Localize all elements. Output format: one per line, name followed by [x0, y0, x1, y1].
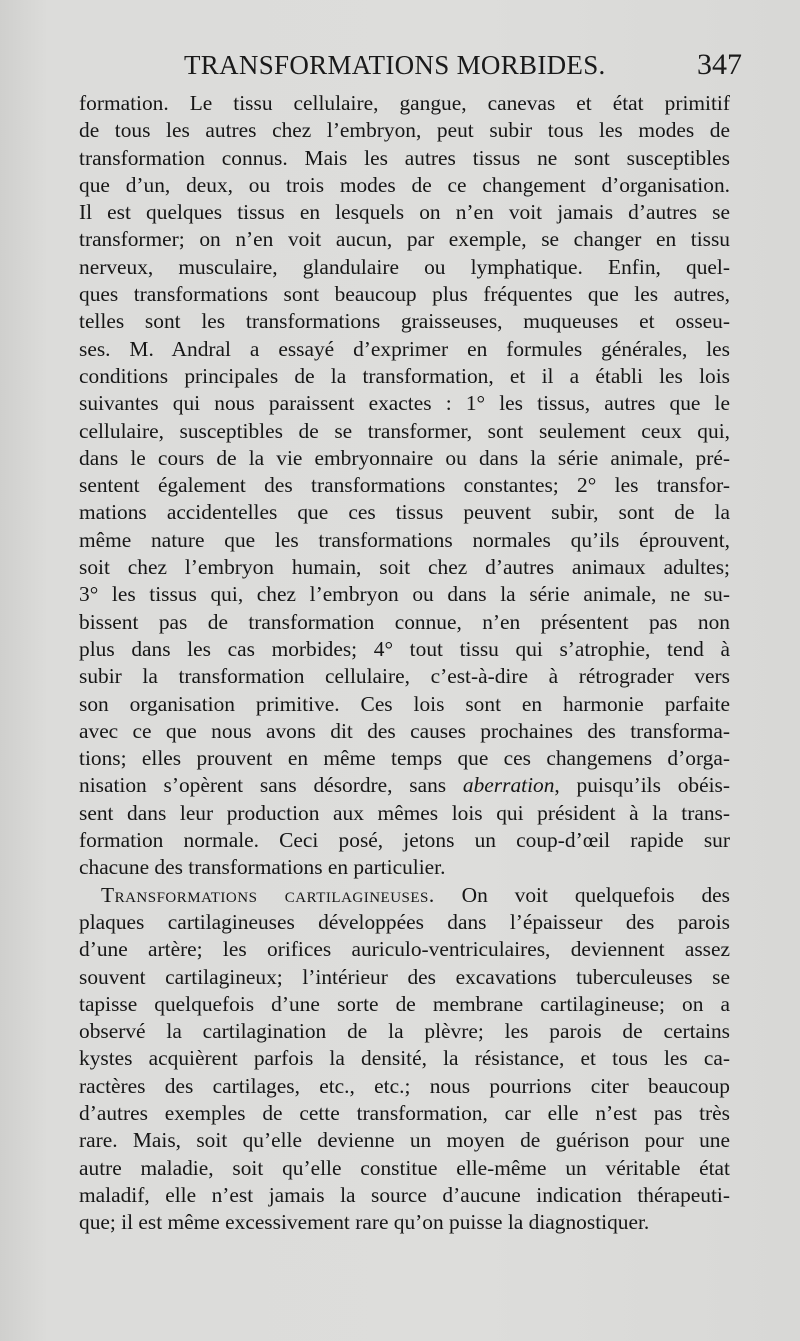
text-line: que; il est même excessivement rare qu’on puisse la diagnostiquer. [79, 1210, 650, 1235]
text-line: mations accidentelles que ces tissus peuvent subir, sont de la [79, 500, 730, 525]
text-line: ractères des cartilages, etc., etc.; nous pourrions citer beaucoup [79, 1073, 730, 1098]
text-line [79, 772, 730, 799]
text-line: nerveux, musculaire, glandulaire ou lymphatique. Enfin, quel- [79, 254, 730, 279]
text-line: maladif, elle n’est jamais la source d’aucune indication thérapeuti- [79, 1182, 730, 1207]
section-start-line [79, 882, 730, 909]
text-line: kystes acquièrent parfois la densité, la résistance, et tous les ca- [79, 1046, 730, 1071]
text-line: cellulaire, susceptibles de se transformer, sont seulement ceux qui, [79, 418, 730, 443]
text-line: telles sont les transformations graisseuses, muqueuses et osseu- [79, 309, 730, 334]
text-line: son organisation primitive. Ces lois sont en harmonie parfaite [79, 691, 730, 716]
text-line: 3° les tissus qui, chez l’embryon ou dans la série animale, ne su- [79, 582, 730, 607]
text-line: plus dans les cas morbides; 4° tout tissu qui s’atrophie, tend à [79, 636, 730, 661]
text-line: observé la cartilagination de la plèvre; les parois de certains [79, 1019, 730, 1044]
italic-term: aberration [462, 773, 555, 798]
text-line: d’une artère; les orifices auriculo-ventriculaires, deviennent assez [79, 937, 730, 962]
body-text [79, 90, 730, 1236]
section-heading: Transformations cartilagineuses. [101, 882, 435, 907]
text-line: que d’un, deux, ou trois modes de ce changement d’organisation. [79, 172, 730, 197]
text-line: suivantes qui nous paraissent exactes : 1° les tissus, autres que le [79, 391, 730, 416]
text-line: souvent cartilagineux; l’intérieur des excavations tuberculeuses se [79, 964, 730, 989]
text-line: sentent également des transformations constantes; 2° les transfor- [79, 473, 730, 498]
text-line: transformation connus. Mais les autres tissus ne sont susceptibles [79, 145, 730, 170]
text-line: plaques cartilagineuses développées dans l’épaisseur des parois [79, 909, 730, 934]
text-line: conditions principales de la transformation, et il a établi les lois [79, 363, 730, 388]
page-number: 347 [697, 48, 742, 81]
text-segment: nisation s’opèrent sans désordre, sans [79, 773, 463, 798]
text-line: même nature que les transformations normales qu’ils éprouvent, [79, 527, 730, 552]
text-line: dans le cours de la vie embryonnaire ou dans la série animale, pré- [79, 445, 730, 470]
text-line: ses. M. Andral a essayé d’exprimer en formules générales, les [79, 336, 730, 361]
text-line: tapisse quelquefois d’une sorte de membrane cartilagineuse; on a [79, 991, 730, 1016]
page-header [80, 46, 742, 86]
text-line: sent dans leur production aux mêmes lois qui président à la trans- [79, 800, 730, 825]
running-title: TRANSFORMATIONS MORBIDES. [184, 50, 606, 80]
text-segment: On voit quelquefois des [434, 882, 731, 907]
text-line: Il est quelques tissus en lesquels on n’en voit jamais d’autres se [79, 200, 730, 225]
text-line: avec ce que nous avons dit des causes prochaines des transforma- [79, 718, 730, 743]
text-line: de tous les autres chez l’embryon, peut subir tous les modes de [79, 118, 730, 143]
text-line: autre maladie, soit qu’elle constitue elle-même un véritable état [79, 1155, 730, 1180]
text-line: formation normale. Ceci posé, jetons un coup-d’œil rapide sur [79, 828, 730, 853]
text-line: d’autres exemples de cette transformation, car elle n’est pas très [79, 1100, 730, 1125]
text-line: transformer; on n’en voit aucun, par exemple, se changer en tissu [79, 227, 730, 252]
paragraph-end-line: chacune des transformations en particulier. [79, 855, 446, 880]
text-segment: , puisqu’ils obéis- [554, 773, 730, 798]
text-line: bissent pas de transformation connue, n’en présentent pas non [79, 609, 730, 634]
text-line: rare. Mais, soit qu’elle devienne un moyen de guérison pour une [79, 1128, 730, 1153]
text-line: ques transformations sont beaucoup plus fréquentes que les autres, [79, 282, 730, 307]
text-line: formation. Le tissu cellulaire, gangue, canevas et état primitif [79, 91, 730, 115]
text-line: tions; elles prouvent en même temps que ces changemens d’orga- [79, 746, 730, 771]
text-line: subir la transformation cellulaire, c’est-à-dire à rétrograder vers [79, 664, 730, 689]
text-line: soit chez l’embryon humain, soit chez d’autres animaux adultes; [79, 555, 730, 580]
